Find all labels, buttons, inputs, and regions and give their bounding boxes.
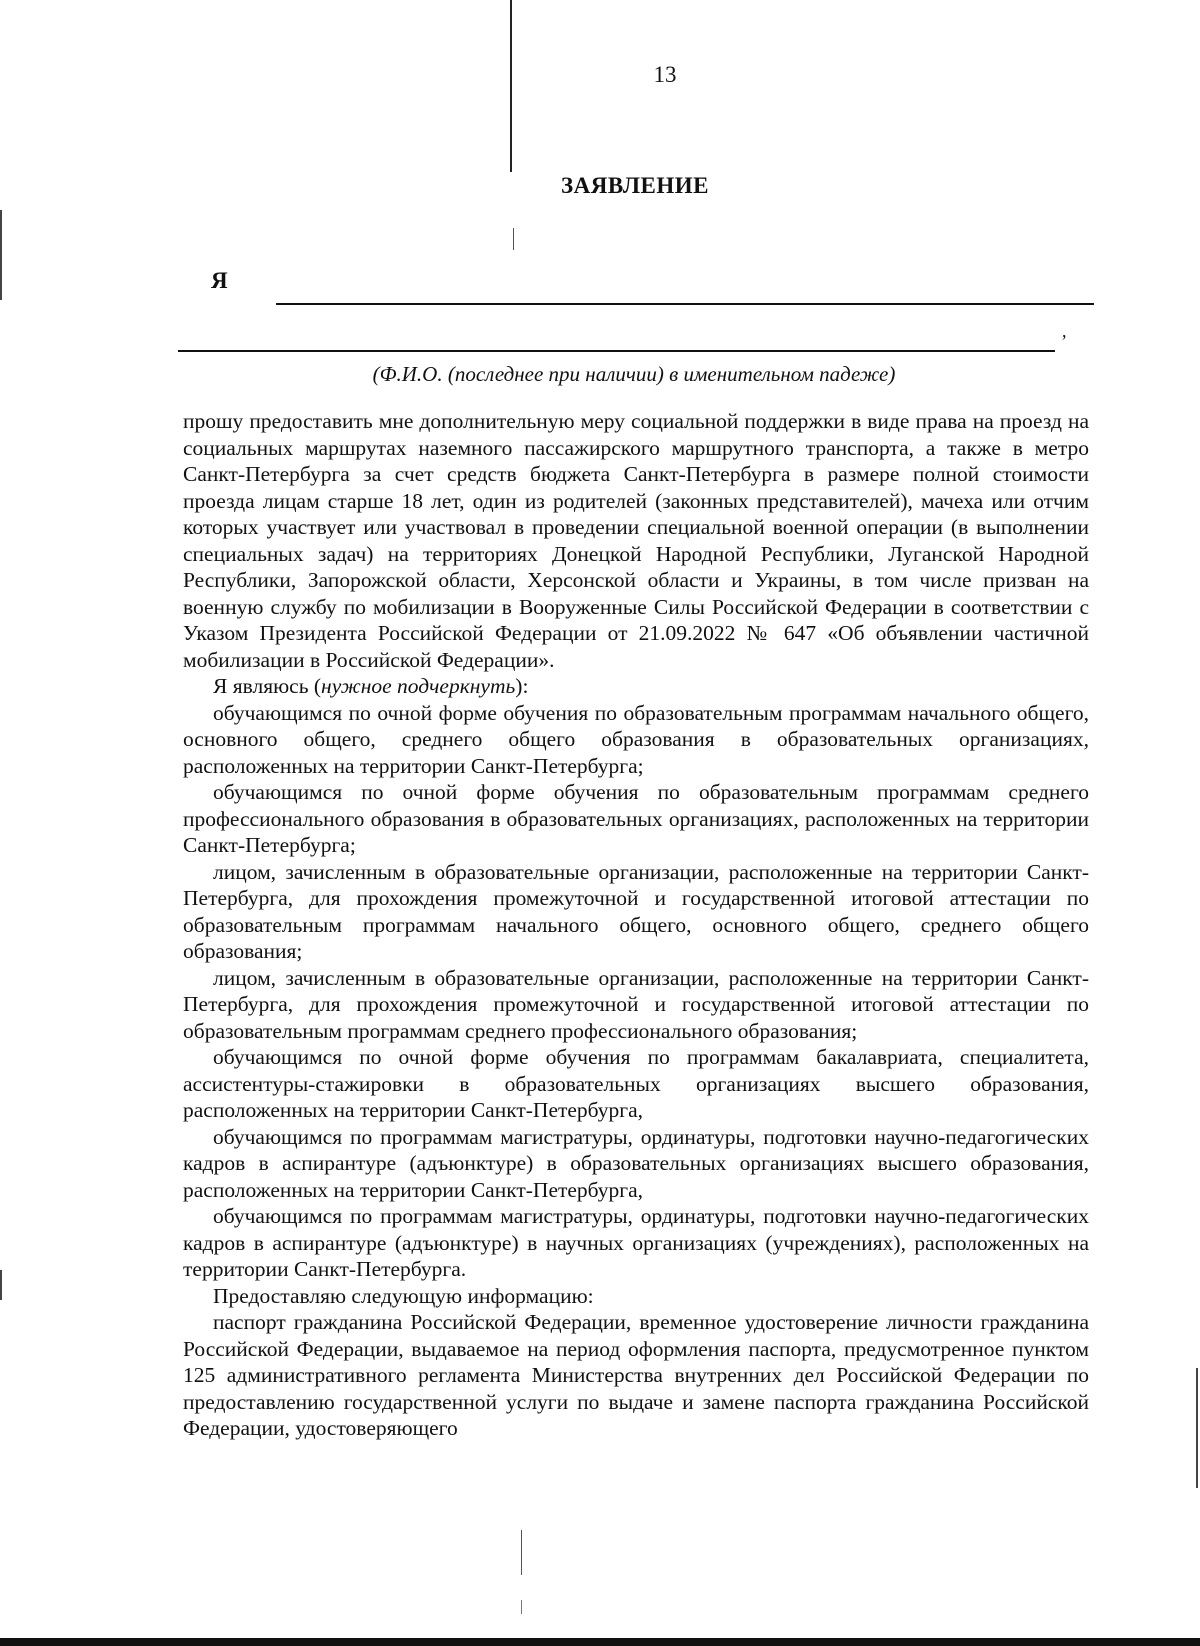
scan-artifact-line [513,228,514,250]
scan-artifact-bottom-edge [0,1638,1200,1646]
status-intro [183,673,1089,700]
status-intro-suffix: ): [515,674,529,698]
status-option[interactable]: лицом, зачисленным в образовательные организации, расположенные на территории Санкт-Петербурга, для прохождения промежуточной и государственной итоговой аттестации по образовательным программам начального общего, основного общего, среднего общего образования; [183,859,1089,963]
scan-artifact-line [510,0,512,172]
status-option[interactable]: обучающимся по очной форме обучения по образовательным программам среднего профессионального образования в образовательных организациях, расположенных на территории Санкт-Петербурга; [183,780,1089,857]
request-paragraph: прошу предоставить мне дополнительную меру социальной поддержки в виде права на проезд на социальных маршрутах наземного пассажирского маршрутного транспорта, а также в метро Санкт-Петербурга за счет средств бюджета Санкт-Петербурга в размере полной стоимости проезда лицам старше 18 лет, один из родителей (законных представителей), мачеха или отчим которых участвует или участвовал в проведении специальной военной операции (в выполнении специальных задач) на территориях Донецкой Народной Республики, Луганской Народной Республики, Запорожской области, Херсонской области и Украины, в том числе призван на военную службу по мобилизации в Вооруженные Силы Российской Федерации в соответствии с Указом Президента Российской Федерации от 21.09.2022 № 647 «Об объявлении частичной мобилизации в Российской Федерации». [183,409,1089,672]
name-trailing-comma: , [1062,321,1067,341]
name-fill-line-2 [178,350,1055,352]
scan-artifact-line [521,1600,522,1614]
document-title: ЗАЯВЛЕНИЕ [561,173,709,198]
status-option[interactable]: лицом, зачисленным в образовательные организации, расположенные на территории Санкт-Петербурга, для прохождения промежуточной и государственной итоговой аттестации по образовательным программам среднего профессионального образования; [183,965,1089,1043]
fio-caption: (Ф.И.О. (последнее при наличии) в именительном падеже) [372,362,896,386]
passport-paragraph: паспорт гражданина Российской Федерации, временное удостоверение личности гражданина Российской Федерации, выдаваемое на период оформления паспорта, предусмотренное пунктом 125 административного регламента Министерства внутренних дел Российской Федерации по предоставлению государственной услуги по выдаче и замене паспорта гражданина Российской Федерации, удостоверяющего [183,1310,1089,1440]
scan-artifact-line [0,1270,2,1300]
scan-artifact-line [0,210,2,300]
page-number: 13 [653,62,677,87]
status-intro-hint: нужное подчеркнуть [321,674,516,698]
info-intro: Предоставляю следующую информацию: [213,1283,594,1308]
name-fill-line-1 [276,303,1094,305]
status-option[interactable]: обучающимся по программам магистратуры, ординатуры, подготовки научно-педагогических кадров в аспирантуре (адъюнктуре) в научных организациях (учреждениях), расположенных на территории Санкт-Петербурга. [183,1204,1089,1281]
applicant-label: Я [211,268,228,293]
status-option[interactable]: обучающимся по очной форме обучения по образовательным программам начального общего, основного общего, среднего общего образования в образовательных организациях, расположенных на территории Санкт-Петербурга; [183,700,1089,778]
status-intro-prefix: Я являюсь ( [213,674,322,698]
application-body [183,408,1089,1442]
status-option[interactable]: обучающимся по программам магистратуры, ординатуры, подготовки научно-педагогических кадров в аспирантуре (адъюнктуре) в образовательных организациях высшего образования, расположенных на территории Санкт-Петербурга, [183,1124,1089,1202]
scan-artifact-line [521,1530,522,1575]
status-option[interactable]: обучающимся по очной форме обучения по программам бакалавриата, специалитета, ассистентуры-стажировки в образовательных организациях высшего образования, расположенных на территории Санкт-Петербурга, [183,1045,1089,1122]
scan-artifact-line [1196,1368,1198,1488]
